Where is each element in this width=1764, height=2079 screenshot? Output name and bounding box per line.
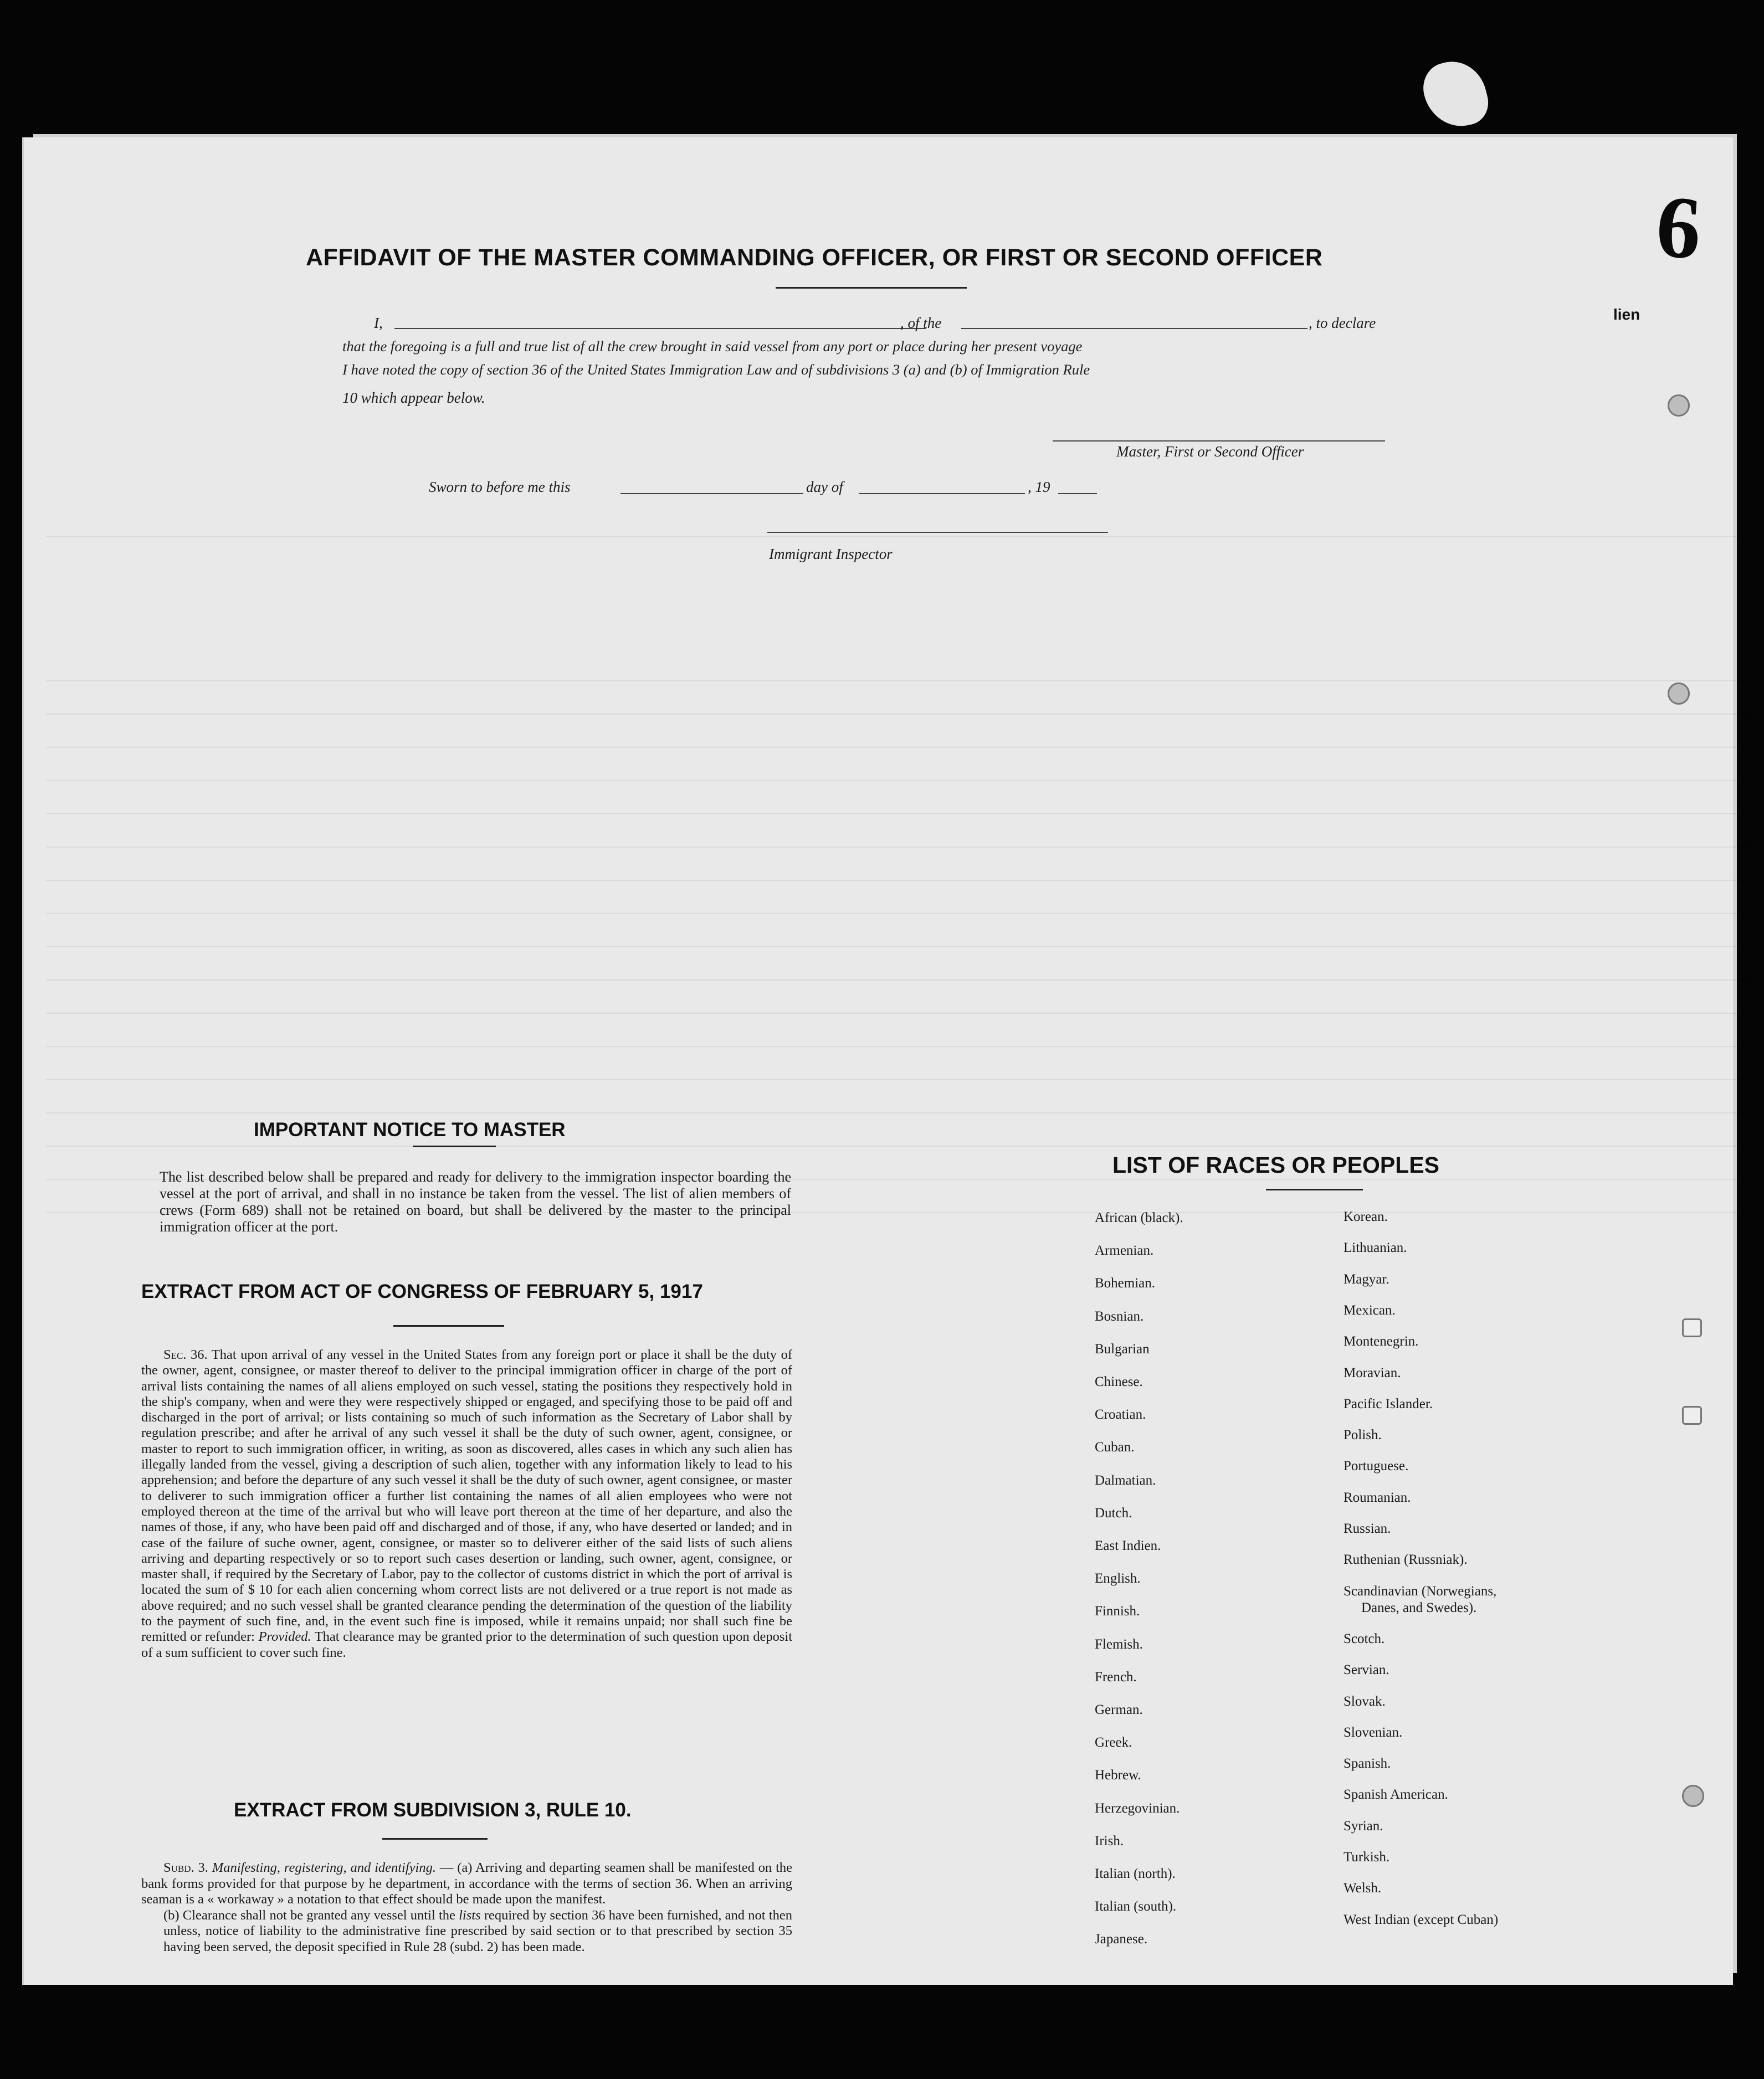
bleed-line: [46, 680, 1755, 681]
race-item: Montenegrin.: [1343, 1334, 1419, 1349]
vessel-blank: [961, 328, 1307, 329]
race-item: Russian.: [1343, 1521, 1391, 1536]
bleed-line: [46, 979, 1755, 981]
race-item: Japanese.: [1095, 1932, 1148, 1947]
master-signature-line: [1053, 440, 1385, 442]
bleed-line: [46, 913, 1755, 914]
race-item: Slovak.: [1343, 1693, 1386, 1709]
race-item: German.: [1095, 1702, 1143, 1717]
bleed-line: [46, 1079, 1755, 1080]
section-end: That clearance may be granted prior to the determination of such question upon deposit of a sum sufficient to cover such fine.: [141, 1629, 793, 1660]
provided-word: Provided.: [258, 1629, 311, 1645]
race-item: Ruthenian (Russniak).: [1343, 1552, 1468, 1568]
race-item: Flemish.: [1095, 1636, 1143, 1652]
subd-b-end: required by section 36 have been furnished, and not then unless, notice of liability to the administrative fine prescribed by said section or to that prescribed by section 35 having been served, the deposit specified in Rule 28 (subd. 2) has been made.: [163, 1907, 792, 1954]
subd-a: — (a) Arriving and departing seamen shall be manifested on the bank forms provided for that purpose by he department, in accordance with the terms of section 36. When an arriving seaman is a « workaway » a notation to that effect should be made upon the manifest.: [141, 1860, 792, 1907]
race-item: Mexican.: [1343, 1302, 1396, 1318]
race-item: Italian (south).: [1095, 1899, 1177, 1914]
race-item: Armenian.: [1095, 1243, 1154, 1259]
bleed-line: [46, 1146, 1755, 1147]
affidavit-line2: that the foregoing is a full and true list of all the crew brought in said vessel from any port or place during her present voyage: [342, 338, 1083, 355]
race-item: Moravian.: [1343, 1365, 1401, 1380]
race-item: Spanish American.: [1343, 1787, 1448, 1803]
race-item: Herzegovinian.: [1095, 1800, 1180, 1816]
notice-text: The list described below shall be prepared and ready for delivery to the immigration inspector boarding the vessel at the port of arrival, and shall in no instance be taken from the vessel. The list of alien members of crews (Form 689) shall not be retained on board, but shall be delivered by the master to the principal immigration officer at the port.: [160, 1169, 791, 1235]
rule-extract-title: EXTRACT FROM SUBDIVISION 3, RULE 10.: [234, 1799, 632, 1821]
day-blank: [621, 493, 803, 494]
inspector-caption: Immigrant Inspector: [769, 546, 893, 562]
race-item: Dutch.: [1095, 1505, 1132, 1521]
race-item: Servian.: [1343, 1662, 1389, 1678]
binder-hole: [1668, 394, 1690, 417]
race-item: Polish.: [1343, 1428, 1382, 1443]
page-number: 6: [1653, 176, 1705, 278]
sworn-text: Sworn to before me this: [429, 479, 571, 495]
affidavit-to-declare: , to declare: [1309, 315, 1376, 331]
race-item: Scandinavian (Norwegians,: [1343, 1583, 1497, 1599]
race-item: Pacific Islander.: [1343, 1396, 1433, 1411]
bleed-line: [46, 536, 1755, 537]
year-text: , 19: [1028, 479, 1050, 495]
race-item: Croatian.: [1095, 1407, 1146, 1423]
section-body: That upon arrival of any vessel in the United States from any foreign port or place it shall be the duty of the owner, agent, consignee, or master thereof to deliver to the principal immigration officer in charge of the port of arrival lists containing the names of all aliens employed on such vessel, stating the positions they respectively hold in the ship's company, when and were they were respectively shipped or engaged, and specifying those to be paid off and discharged in the port of arrival; or lists containing so much of such information as the Secretary of Labor shall by regulation prescribe; and after he arrival of any such vessel it shall be the duty of such owner, agent, consignee, or master to report to such immigration officer, in writing, as soon as discovered, alles cases in which any such alien has illegally landed from the vessel, giving a description of such alien, together with any information likely to lead to his apprehension; and before the departure of any such vessel it shall be the duty of such owner, agent consignee, or master to deliverer to such immigration officer a further list containing the names of all alien employees who were not employed thereon at the time of the arrival but who will leave port thereon at the time of her departure, and also the names of those, if any, who have been paid off and discharged and of those, if any, who have deserted or landed; and in case of the failure of suche owner, agent, consignee, or master so to deliverer either of the said lists of such aliens arriving and departing respectively or so to report such cases desertion or landing, such owner, agent, consignee, or master shall, if required by the Secretary of Labor, pay to the collector of customs district in which the port of arrival is located the sum of $ 10 for each alien concerning whom correct lists are not delivered or a true report is not made as above required; and no such vessel shall be granted clearance pending the determination of the question of the liability to the payment of such fine, and, in the event such fine is imposed, while it remains unpaid; nor shall such fine be remitted or refunder:: [141, 1347, 792, 1645]
title-underline: [776, 287, 967, 289]
bleed-line: [46, 813, 1755, 814]
paper-scrap: [1418, 54, 1493, 134]
document-page: [22, 137, 1733, 1985]
binder-hole: [1668, 682, 1690, 705]
race-item: English.: [1095, 1571, 1141, 1587]
master-caption: Master, First or Second Officer: [1116, 443, 1304, 460]
subd-label: Subd. 3.: [163, 1860, 208, 1875]
race-item: Italian (north).: [1095, 1866, 1176, 1881]
race-item: French.: [1095, 1669, 1137, 1685]
subd-heading: Manifesting, registering, and identifying.: [212, 1860, 436, 1875]
margin-fragment: lien: [1613, 306, 1640, 323]
race-item: Roumanian.: [1343, 1490, 1411, 1505]
race-item: Syrian.: [1343, 1818, 1383, 1834]
bleed-line: [46, 1112, 1755, 1113]
affidavit-line4: 10 which appear below.: [342, 389, 485, 406]
rule-extract-underline: [382, 1838, 488, 1840]
section-label: Sec. 36.: [163, 1347, 208, 1362]
race-item: Chinese.: [1095, 1374, 1143, 1389]
race-item: Bulgarian: [1095, 1341, 1150, 1357]
year-blank: [1058, 493, 1097, 494]
subd-b-lists: lists: [459, 1907, 481, 1923]
race-item: Spanish.: [1343, 1756, 1391, 1772]
binder-hole: [1682, 1318, 1702, 1337]
bleed-line: [46, 780, 1755, 781]
races-title: LIST OF RACES OR PEOPLES: [1112, 1152, 1440, 1178]
race-item: Greek.: [1095, 1735, 1132, 1751]
affidavit-title: AFFIDAVIT OF THE MASTER COMMANDING OFFICER, OR FIRST OR SECOND OFFICER: [306, 244, 1323, 271]
bleed-line: [46, 946, 1755, 947]
inspector-signature-line: [767, 532, 1108, 533]
bleed-line: [46, 1013, 1755, 1014]
bleed-line: [46, 846, 1755, 848]
bleed-line: [46, 1046, 1755, 1047]
race-item: Bosnian.: [1095, 1308, 1144, 1324]
affidavit-i: I,: [374, 315, 383, 331]
race-item: Finnish.: [1095, 1604, 1140, 1619]
race-item: East Indien.: [1095, 1538, 1161, 1553]
subd-b-start: (b) Clearance shall not be granted any vessel until the: [163, 1907, 455, 1923]
race-item: Cuban.: [1095, 1440, 1135, 1455]
binder-hole: [1682, 1406, 1702, 1425]
races-underline: [1266, 1189, 1363, 1190]
bleed-line: [46, 747, 1755, 748]
race-item: Irish.: [1095, 1833, 1124, 1849]
affidavit-of-the: , of the: [900, 315, 942, 331]
bleed-line: [46, 880, 1755, 881]
binder-hole: [1682, 1785, 1704, 1807]
rule-10-text: [141, 1860, 792, 1955]
notice-underline: [413, 1146, 496, 1147]
race-item: Scotch.: [1343, 1631, 1385, 1646]
race-item: Slovenian.: [1343, 1724, 1403, 1740]
race-item: Welsh.: [1343, 1881, 1382, 1896]
month-blank: [859, 493, 1025, 494]
act-extract-title: EXTRACT FROM ACT OF CONGRESS OF FEBRUARY 5, 1917: [141, 1281, 703, 1302]
race-item: Hebrew.: [1095, 1768, 1141, 1783]
day-of-text: day of: [806, 479, 843, 495]
race-item: Turkish.: [1343, 1850, 1390, 1865]
race-item: Dalmatian.: [1095, 1472, 1156, 1488]
race-item: Magyar.: [1343, 1271, 1389, 1287]
race-item: Portuguese.: [1343, 1459, 1409, 1474]
notice-title: IMPORTANT NOTICE TO MASTER: [254, 1119, 566, 1141]
race-item: African (black).: [1095, 1210, 1183, 1225]
race-item: Korean.: [1343, 1209, 1388, 1224]
race-item: Bohemian.: [1095, 1276, 1156, 1291]
affidavit-line3: I have noted the copy of section 36 of the United States Immigration Law and of subdivisions 3 (a) and (b) of Immigration Rule: [342, 361, 1090, 378]
section-36-text: [141, 1347, 792, 1661]
act-extract-underline: [393, 1325, 504, 1327]
race-item: Danes, and Swedes).: [1361, 1600, 1477, 1615]
race-item: Lithuanian.: [1343, 1240, 1407, 1256]
race-item: West Indian (except Cuban): [1343, 1912, 1499, 1927]
name-blank: [394, 328, 926, 329]
bleed-line: [46, 713, 1755, 715]
